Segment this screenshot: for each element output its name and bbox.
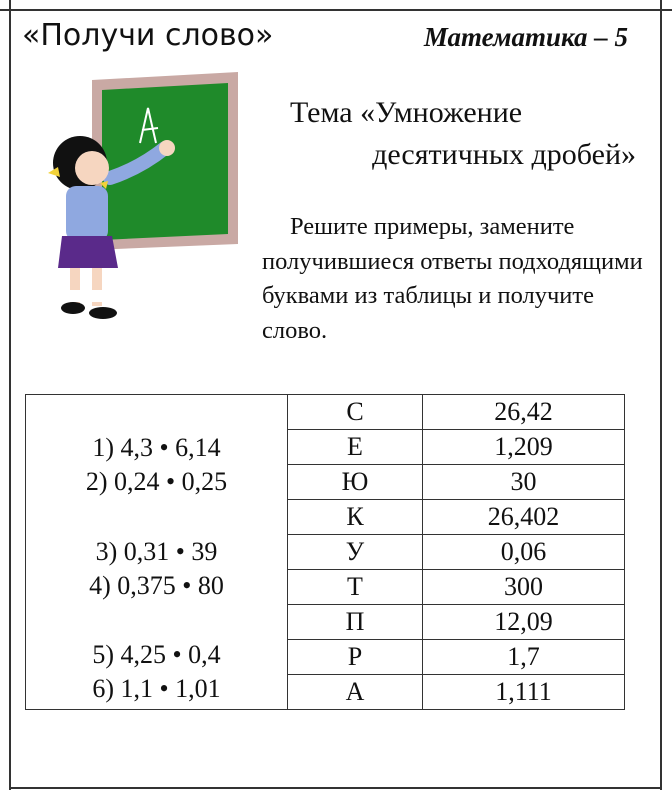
problem-4: 4) 0,375 • 80 bbox=[89, 571, 224, 600]
value-cell: 12,09 bbox=[423, 605, 625, 640]
right-border bbox=[660, 0, 662, 790]
problem-2: 2) 0,24 • 0,25 bbox=[85, 467, 228, 496]
answer-table bbox=[25, 394, 625, 710]
problem-3: 3) 0,31 • 39 bbox=[95, 537, 218, 566]
letter-cell: П bbox=[288, 605, 423, 640]
value-cell: 0,06 bbox=[423, 535, 625, 570]
instructions: Решите примеры, замените получившиеся ответы подходящими буквами из таблицы и получите слово. bbox=[262, 213, 643, 344]
value-cell: 1,209 bbox=[423, 430, 625, 465]
letter-cell: С bbox=[288, 395, 423, 430]
value-cell: 26,42 bbox=[423, 395, 625, 430]
letter-cell: У bbox=[288, 535, 423, 570]
top-rule bbox=[0, 9, 672, 11]
value-cell: 300 bbox=[423, 570, 625, 605]
letter-cell: А bbox=[288, 675, 423, 710]
table-row bbox=[26, 395, 625, 430]
problem-1: 1) 4,3 • 6,14 bbox=[92, 433, 221, 462]
bottom-border bbox=[9, 787, 662, 789]
value-cell: 1,111 bbox=[423, 675, 625, 710]
left-border bbox=[9, 0, 11, 790]
topic-line-1: Тема «Умножение bbox=[290, 96, 523, 129]
problem-6: 6) 1,1 • 1,01 bbox=[92, 674, 221, 703]
letter-cell: Е bbox=[288, 430, 423, 465]
subject-label: Математика – 5 bbox=[423, 22, 628, 52]
topic-line-2: десятичных дробей» bbox=[372, 138, 636, 171]
letter-cell: Т bbox=[288, 570, 423, 605]
letter-cell: К bbox=[288, 500, 423, 535]
problem-5: 5) 4,25 • 0,4 bbox=[92, 640, 221, 669]
girl-at-blackboard-illustration bbox=[40, 68, 250, 333]
worksheet-title: «Получи слово» bbox=[22, 18, 274, 53]
value-cell: 30 bbox=[423, 465, 625, 500]
letter-cell: Ю bbox=[288, 465, 423, 500]
blackboard bbox=[102, 83, 228, 240]
letter-cell: Р bbox=[288, 640, 423, 675]
value-cell: 1,7 bbox=[423, 640, 625, 675]
value-cell: 26,402 bbox=[423, 500, 625, 535]
problems-cell bbox=[26, 395, 288, 710]
